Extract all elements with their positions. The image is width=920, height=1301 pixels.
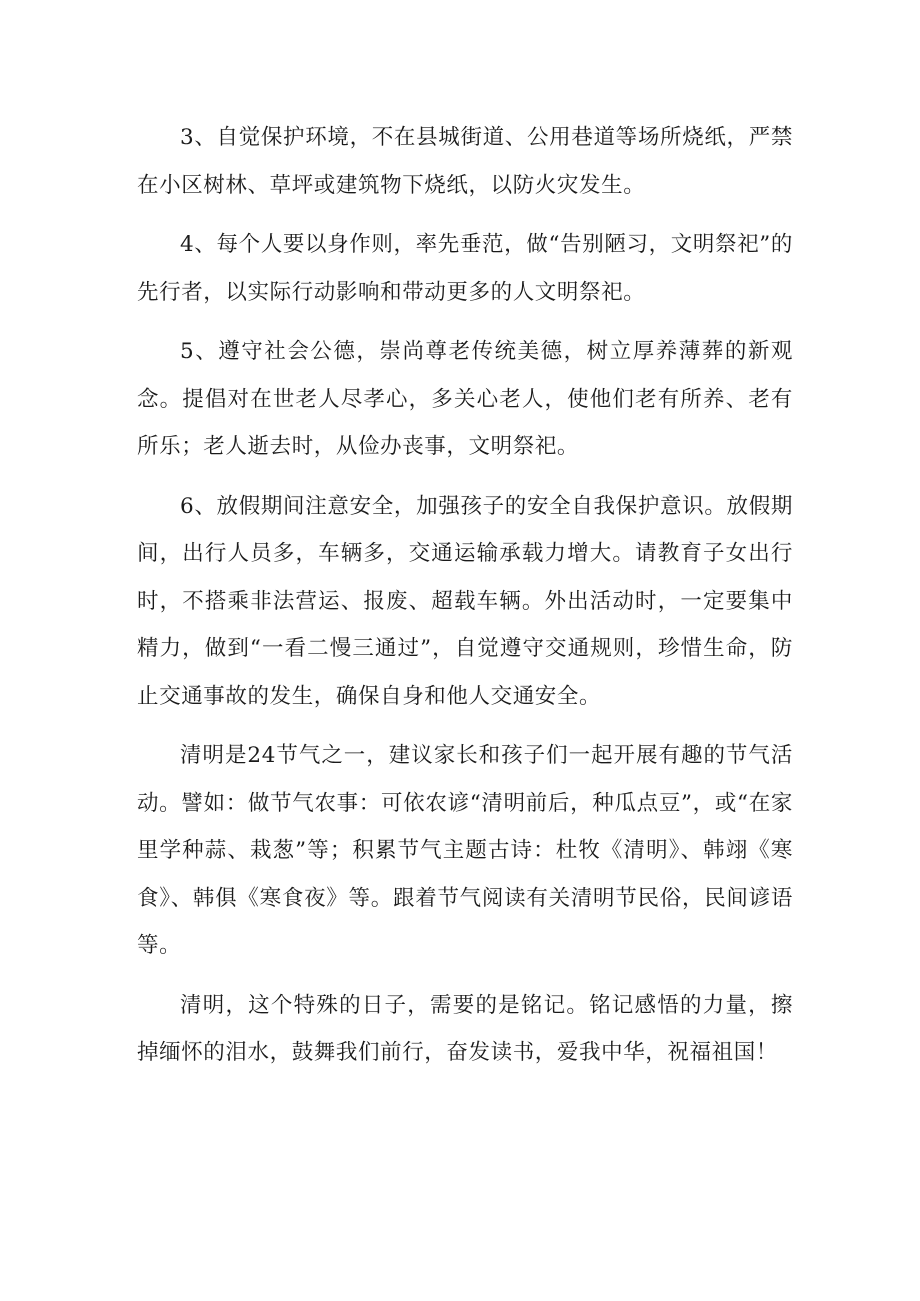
paragraph-item-5: 5、遵守社会公德，崇尚尊老传统美德，树立厚养薄葬的新观念。提倡对在世老人尽孝心，多关心老人，使他们老有所养、老有所乐；老人逝去时，从俭办丧事，文明祭祀。 <box>137 339 793 459</box>
document-body <box>137 114 793 1089</box>
paragraph-qingming-activities: 清明是24节气之一，建议家长和孩子们一起开展有趣的节气活动。譬如：做节气农事：可依农谚“清明前后，种瓜点豆”，或“在家里学种蒜、栽葱”等；积累节气主题古诗：杜牧《清明》、韩翊《寒食》、韩俱《寒食夜》等。跟着节气阅读有关清明节民俗，民间谚语等。 <box>137 743 793 958</box>
paragraph-item-6: 6、放假期间注意安全，加强孩子的安全自我保护意识。放假期间，出行人员多，车辆多，交通运输承载力增大。请教育子女出行时，不搭乘非法营运、报废、超载车辆。外出活动时，一定要集中精力，做到“一看二慢三通过”，自觉遵守交通规则，珍惜生命，防止交通事故的发生，确保自身和他人交通安全。 <box>137 493 793 709</box>
paragraph-item-4: 4、每个人要以身作则，率先垂范，做“告别陋习，文明祭祀”的先行者，以实际行动影响和带动更多的人文明祭祀。 <box>137 232 793 305</box>
paragraph-item-3: 3、自觉保护环境，不在县城街道、公用巷道等场所烧纸，严禁在小区树林、草坪或建筑物下烧纸，以防火灾发生。 <box>137 125 793 198</box>
paragraph-closing: 清明，这个特殊的日子，需要的是铭记。铭记感悟的力量，擦掉缅怀的泪水，鼓舞我们前行，奋发读书，爱我中华，祝福祖国！ <box>137 992 793 1065</box>
